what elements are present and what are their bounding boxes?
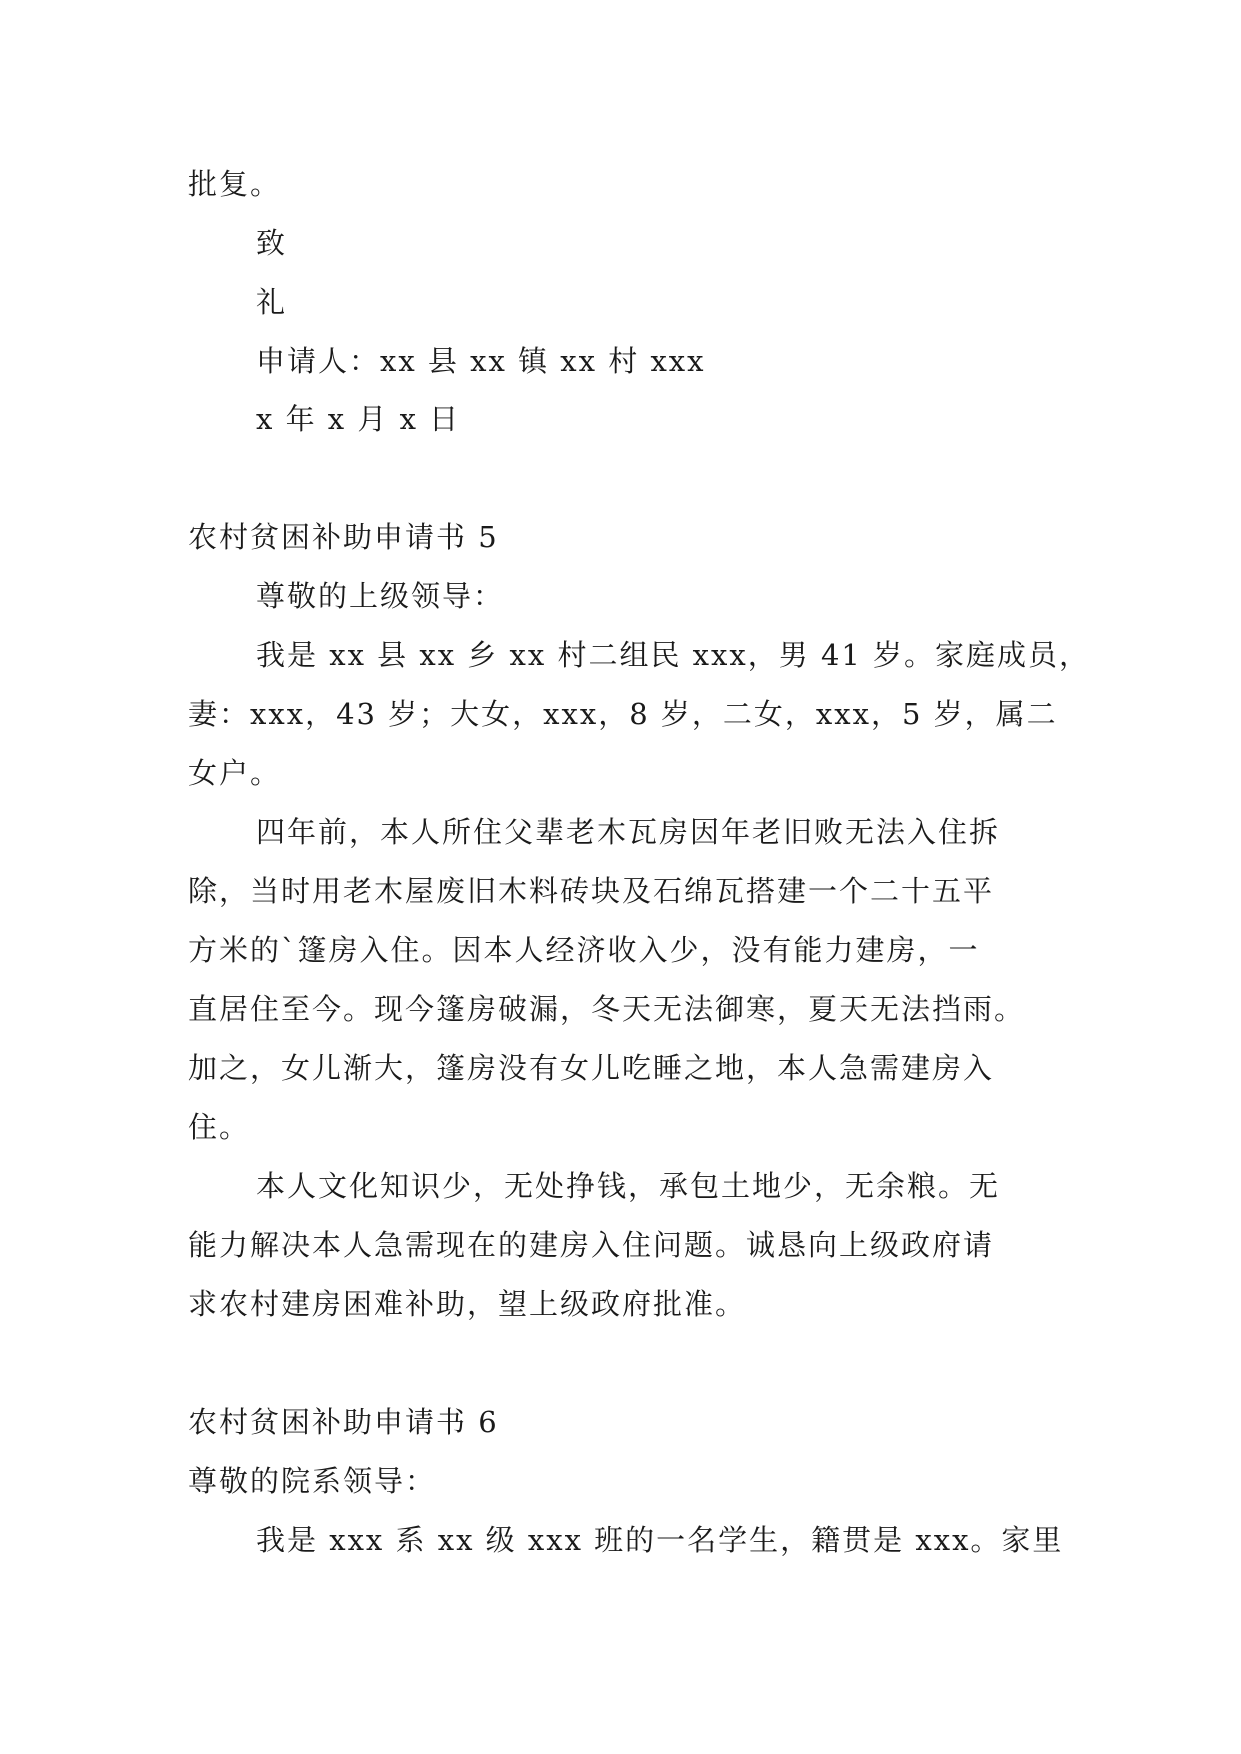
closing-line: 批复。 [188,167,282,201]
section-heading-5: 农村贫困补助申请书 5 [188,520,499,554]
paragraph-line: 女户。 [188,756,282,790]
greeting-5: 尊敬的上级领导： [256,579,505,613]
paragraph-line: 我是 xxx 系 xx 级 xxx 班的一名学生，籍贯是 xxx。家里 [256,1523,1064,1557]
greeting-6: 尊敬的院系领导： [188,1464,437,1498]
section-heading-6: 农村贫困补助申请书 6 [188,1405,499,1439]
applicant-line: 申请人：xx 县 xx 镇 xx 村 xxx [256,344,706,378]
paragraph-line: 除，当时用老木屋废旧木料砖块及石绵瓦搭建一个二十五平 [188,874,995,908]
paragraph-line: 妻：xxx，43 岁；大女，xxx，8 岁，二女，xxx，5 岁，属二 [188,697,1058,731]
paragraph-line: 住。 [188,1110,251,1144]
paragraph-line: 求农村建房困难补助，望上级政府批准。 [188,1287,747,1321]
date-line: x 年 x 月 x 日 [256,402,461,436]
paragraph-line: 本人文化知识少，无处挣钱，承包土地少，无余粮。无 [256,1169,1001,1203]
paragraph-line: 四年前，本人所住父辈老木瓦房因年老旧败无法入住拆 [256,815,1001,849]
paragraph-line: 直居住至今。现今篷房破漏，冬天无法御寒，夏天无法挡雨。 [188,992,1026,1026]
salutation-zhi: 致 [256,226,288,260]
salutation-li: 礼 [256,285,288,319]
paragraph-line: 我是 xx 县 xx 乡 xx 村二组民 xxx，男 41 岁。家庭成员， [256,638,1091,672]
paragraph-line: 加之，女儿渐大，篷房没有女儿吃睡之地，本人急需建房入 [188,1051,995,1085]
paragraph-line: 方米的`篷房入住。因本人经济收入少，没有能力建房，一 [188,933,980,967]
paragraph-line: 能力解决本人急需现在的建房入住问题。诚恳向上级政府请 [188,1228,995,1262]
